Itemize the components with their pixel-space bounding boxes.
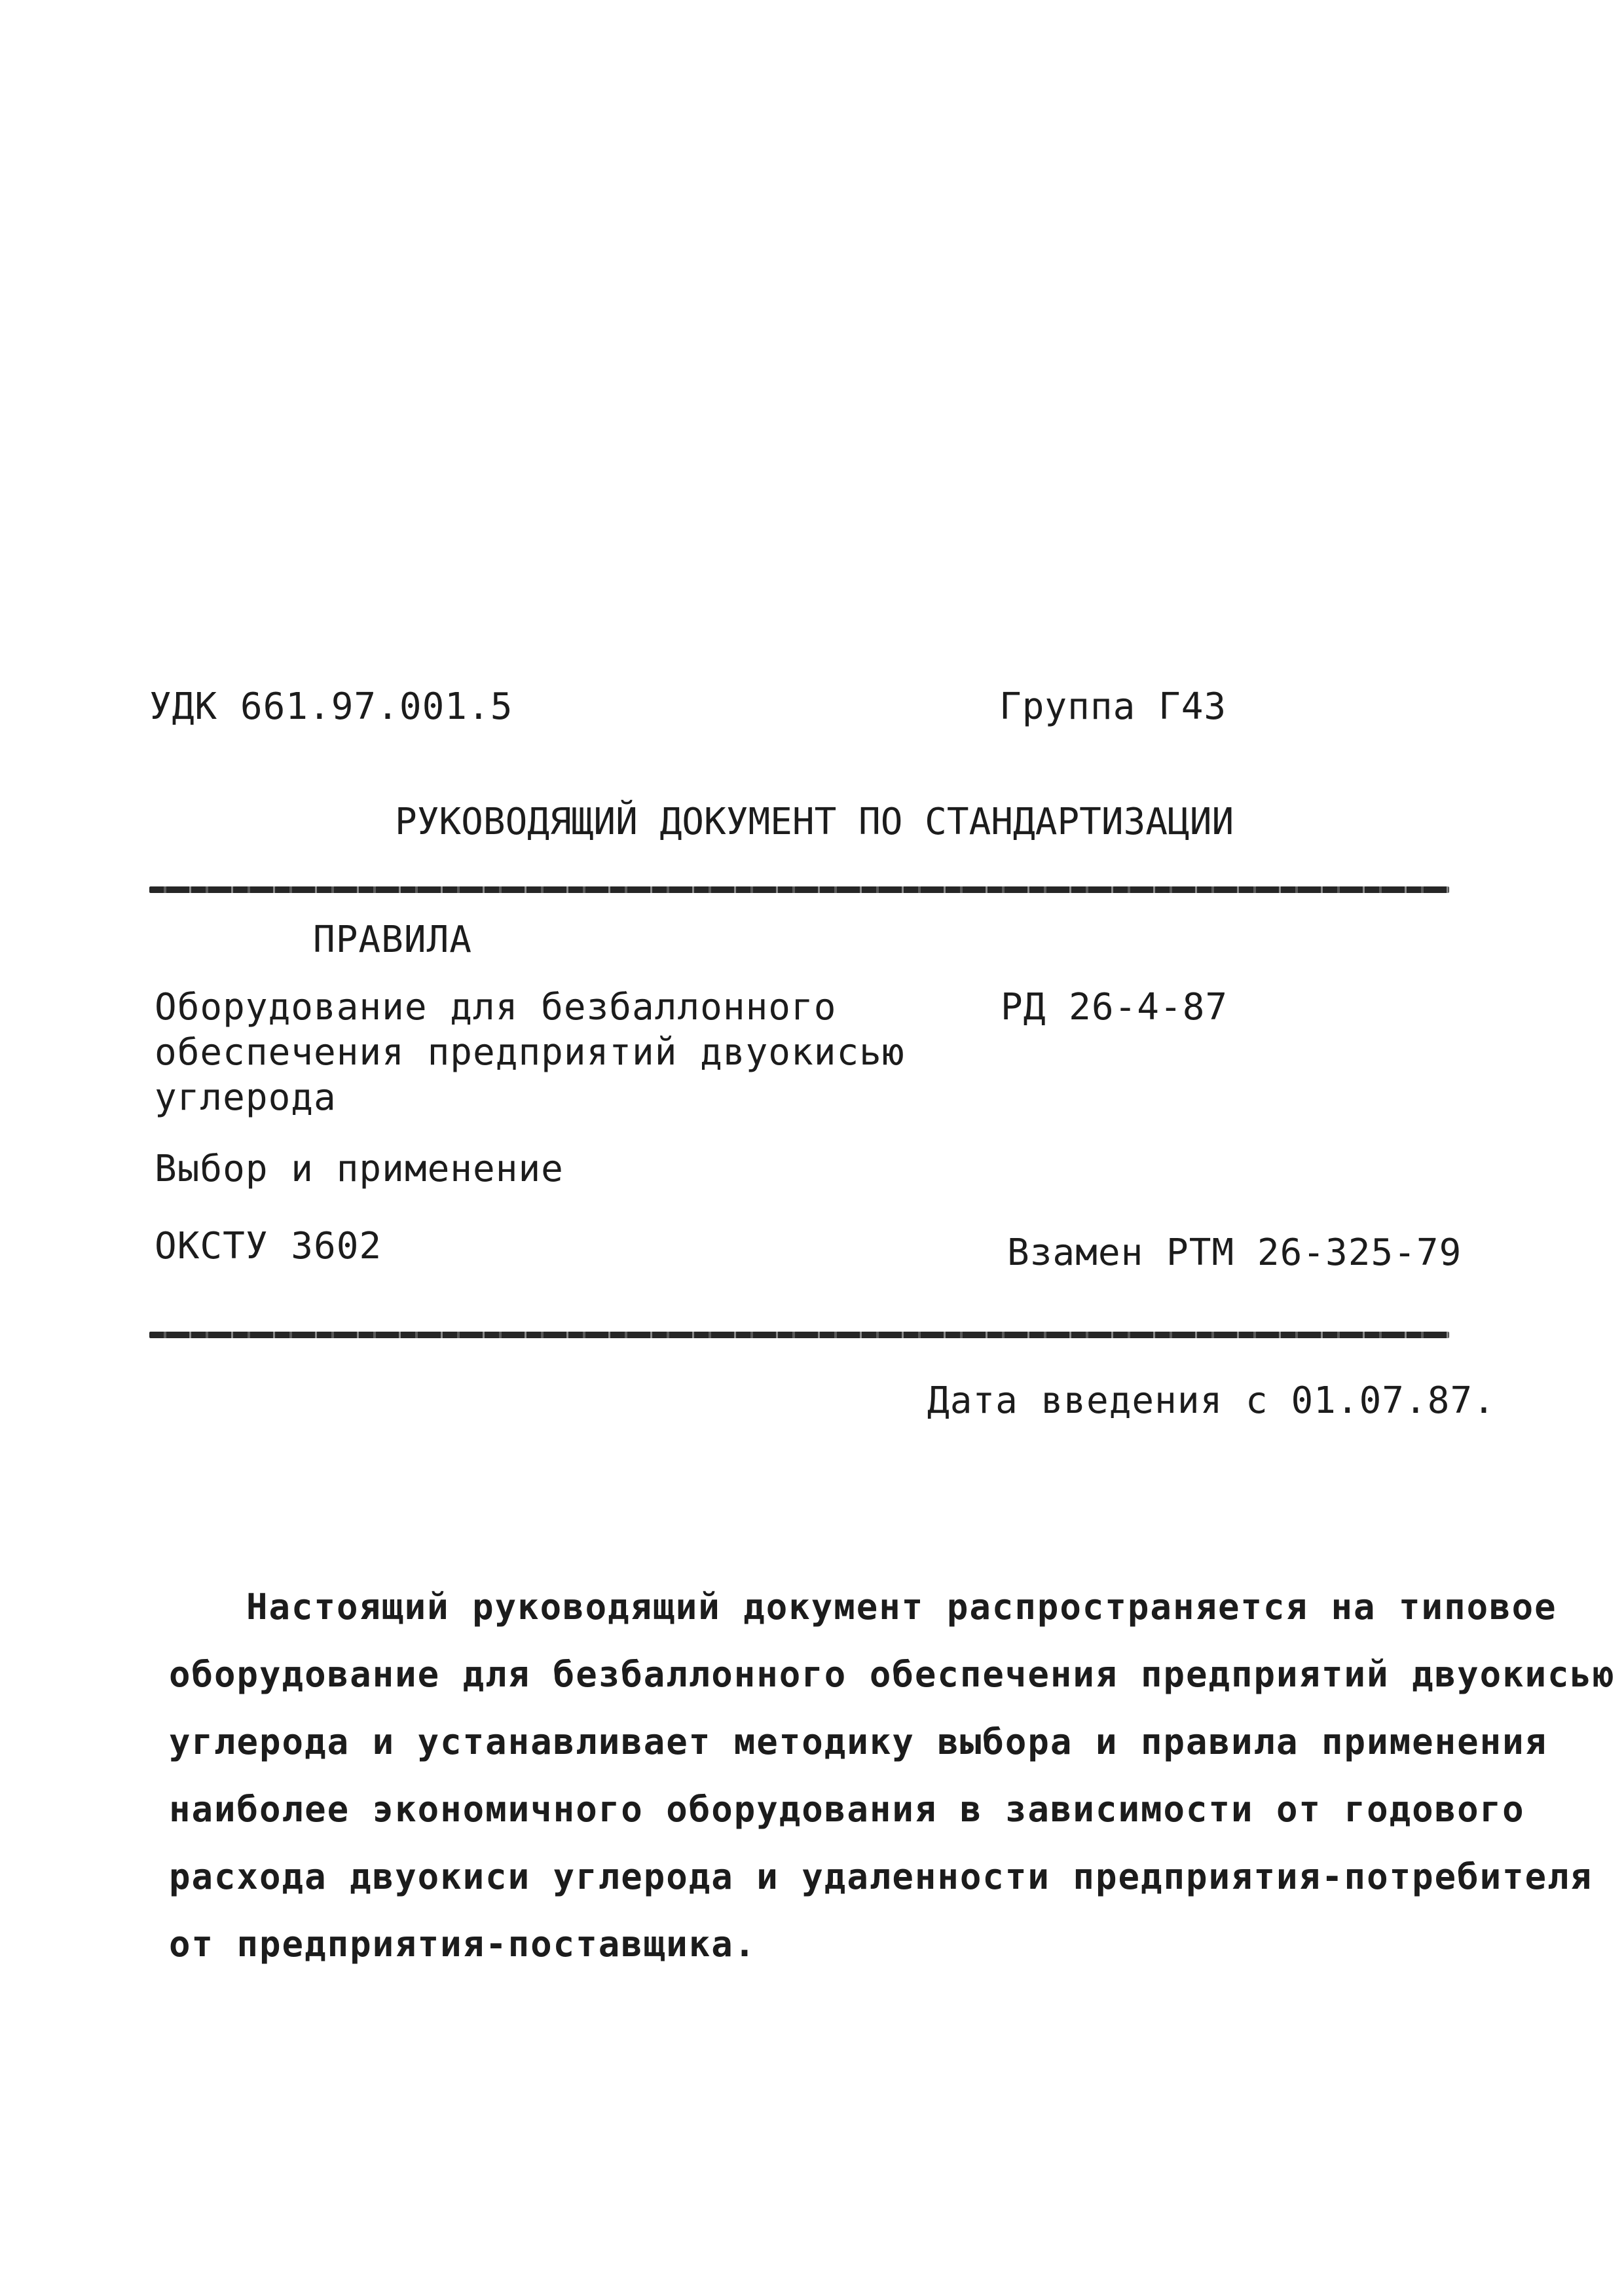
paragraph-line: расхода двуокиси углерода и удаленности предприятия-потребителя [169,1856,1593,1897]
paragraph-line: от предприятия-поставщика. [169,1923,757,1965]
title-line-3: углерода [155,1076,337,1119]
bottom-divider [149,1332,1449,1338]
category-label: ПРАВИЛА [313,919,473,961]
paragraph-line: Настоящий руководящий документ распространяется на типовое [246,1586,1557,1628]
title-line-2: обеспечения предприятий двуокисью [155,1031,905,1074]
effective-date: Дата введения с 01.07.87. [927,1379,1496,1422]
replaces-note: Взамен РТМ 26-325-79 [1007,1231,1462,1274]
paragraph-line: углерода и устанавливает методику выбора и правила применения [169,1721,1548,1762]
top-divider [149,886,1449,893]
document-kind-heading: РУКОВОДЯЩИЙ ДОКУМЕНТ ПО СТАНДАРТИЗАЦИИ [395,801,1234,843]
title-line-1: Оборудование для безбаллонного [155,986,837,1029]
group-code: Группа Г43 [999,685,1227,728]
paragraph-line: наиболее экономичного оборудования в зависимости от годового [169,1789,1525,1830]
document-code: РД 26-4-87 [1001,986,1228,1029]
paragraph-line: оборудование для безбаллонного обеспечения предприятий двуокисью [169,1654,1615,1695]
okstu-code: ОКСТУ 3602 [155,1225,382,1267]
udk-code: УДК 661.97.001.5 [149,685,513,728]
subtitle: Выбор и применение [155,1148,564,1190]
